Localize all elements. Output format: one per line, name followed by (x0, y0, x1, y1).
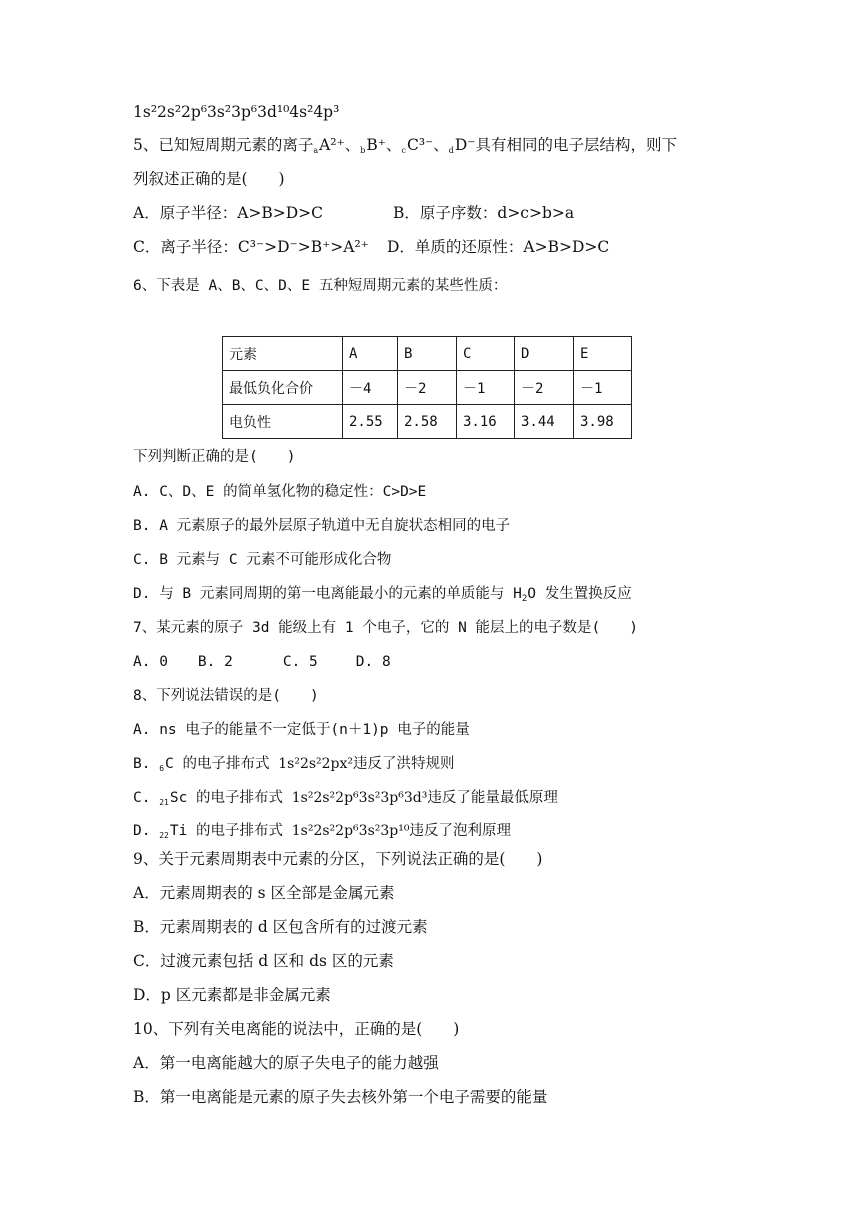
q6-option-d-suffix: O 发生置换反应 (527, 586, 632, 602)
table-cell: 2.55 (343, 405, 398, 439)
q7-stem: 7、某元素的原子 3d 能级上有 1 个电子，它的 N 能层上的电子数是( ) (133, 620, 638, 636)
electron-configuration: 1s²2s²2p⁶3s²3p⁶3d¹⁰4s²4p³ (133, 103, 340, 121)
ion-b: B⁺ (366, 136, 386, 154)
q8-option-d-label: D. (133, 823, 160, 839)
electron-config: 1s²2s²2p⁶3s²3p⁶3d³ (291, 790, 428, 806)
header-cell: B (398, 337, 457, 371)
q5-option-b: B．原子序数：d>c>b>a (393, 204, 575, 222)
q8-option-c-label: C. (133, 790, 160, 806)
q6-option-c: C. B 元素与 C 元素不可能形成化合物 (133, 552, 392, 568)
q7-option-a: A. 0 (133, 654, 168, 670)
table-cell: －2 (515, 371, 574, 405)
electron-configuration-line (133, 101, 339, 123)
separator: 、 (385, 136, 402, 154)
table-header-row (223, 337, 632, 371)
q8-option-b-label: B. (133, 756, 160, 772)
q5-stem-line1 (133, 134, 677, 162)
q6-option-d (133, 583, 632, 605)
q7-option-b: B. 2 (197, 654, 233, 670)
q10-stem: 10、下列有关电离能的说法中，正确的是( ) (133, 1020, 460, 1038)
q5-stem-line2: 列叙述正确的是( ) (133, 170, 285, 188)
table-cell: 电负性 (223, 405, 343, 439)
q6-prompt: 下列判断正确的是( ) (133, 449, 296, 465)
q10-option-b: B．第一电离能是元素的原子失去核外第一个电子需要的能量 (133, 1088, 548, 1106)
q7-option-d: D. 8 (355, 654, 391, 670)
table-cell: 3.16 (457, 405, 515, 439)
q8-option-c (133, 787, 558, 814)
q5-stem-suffix: 具有相同的电子层结构，则下 (475, 136, 677, 154)
electron-config: 1s²2s²2p⁶3s²3p¹⁰ (291, 823, 410, 839)
q9-option-c: C．过渡元素包括 d 区和 ds 区的元素 (133, 952, 394, 970)
table-row (223, 405, 632, 439)
q6-option-d-prefix: D. 与 B 元素同周期的第一电离能最小的元素的单质能与 H (133, 586, 522, 602)
element-text: Sc 的电子排布式 (169, 790, 292, 806)
electron-config: 1s²2s²2px² (278, 756, 354, 772)
q8-option-d-tail: 违反了泡利原理 (409, 823, 511, 839)
header-cell: C (457, 337, 515, 371)
q10-option-a: A．第一电离能越大的原子失电子的能力越强 (133, 1054, 439, 1072)
q5-stem-prefix: 5、已知短周期元素的离子 (133, 136, 314, 154)
q8-option-b (133, 753, 455, 780)
ion-d: D⁻ (454, 136, 476, 154)
separator: 、 (433, 136, 449, 154)
q5-option-a: A．原子半径：A>B>D>C (133, 204, 324, 222)
q6-stem: 6、下表是 A、B、C、D、E 五种短周期元素的某些性质： (133, 278, 508, 294)
q9-option-b: B．元素周期表的 d 区包含所有的过渡元素 (133, 918, 428, 936)
ion-c-prefix: c (401, 146, 406, 155)
q5-option-d: D．单质的还原性：A>B>D>C (387, 238, 610, 256)
q8-option-d (133, 820, 511, 847)
q6-option-b: B. A 元素原子的最外层原子轨道中无自旋状态相同的电子 (133, 518, 511, 534)
q9-option-d: D．p 区元素都是非金属元素 (133, 986, 331, 1004)
q8-option-c-tail: 违反了能量最低原理 (427, 790, 558, 806)
q8-stem: 8、下列说法错误的是( ) (133, 688, 319, 704)
header-cell: A (343, 337, 398, 371)
table-cell: 最低负化合价 (223, 371, 343, 405)
header-cell: D (515, 337, 574, 371)
header-cell: E (574, 337, 632, 371)
ion-d-prefix: d (448, 146, 454, 155)
q9-stem: 9、关于元素周期表中元素的分区，下列说法正确的是( ) (133, 850, 543, 868)
table-cell: －4 (343, 371, 398, 405)
atomic-number: 22 (159, 831, 169, 840)
ion-b-prefix: b (360, 146, 366, 155)
q7-option-c: C. 5 (282, 654, 318, 670)
table-cell: －2 (398, 371, 457, 405)
ion-a-prefix: a (313, 146, 319, 155)
h2o-subscript: 2 (521, 594, 528, 604)
element-text: Ti 的电子排布式 (169, 823, 292, 839)
table-cell: 3.98 (574, 405, 632, 439)
ion-a: A²⁺ (319, 136, 345, 154)
table-row (223, 371, 632, 405)
element-text: C 的电子排布式 (165, 756, 279, 772)
q7-options (133, 651, 391, 673)
ion-c: C³⁻ (406, 136, 434, 154)
q5-option-c: C．离子半径：C³⁻>D⁻>B⁺>A²⁺ (133, 238, 369, 256)
header-cell: 元素 (223, 337, 343, 371)
atomic-number: 6 (159, 764, 165, 773)
table-cell: 3.44 (515, 405, 574, 439)
table-cell: －1 (574, 371, 632, 405)
q9-option-a: A．元素周期表的 s 区全部是金属元素 (133, 884, 395, 902)
table-cell: －1 (457, 371, 515, 405)
q8-option-a: A. ns 电子的能量不一定低于(n＋1)p 电子的能量 (133, 722, 470, 738)
separator: 、 (344, 136, 361, 154)
q6-option-a: A. C、D、E 的简单氢化物的稳定性：C>D>E (133, 484, 427, 500)
atomic-number: 21 (159, 798, 169, 807)
q8-option-b-tail: 违反了洪特规则 (353, 756, 455, 772)
element-properties-table (222, 336, 632, 439)
table-cell: 2.58 (398, 405, 457, 439)
